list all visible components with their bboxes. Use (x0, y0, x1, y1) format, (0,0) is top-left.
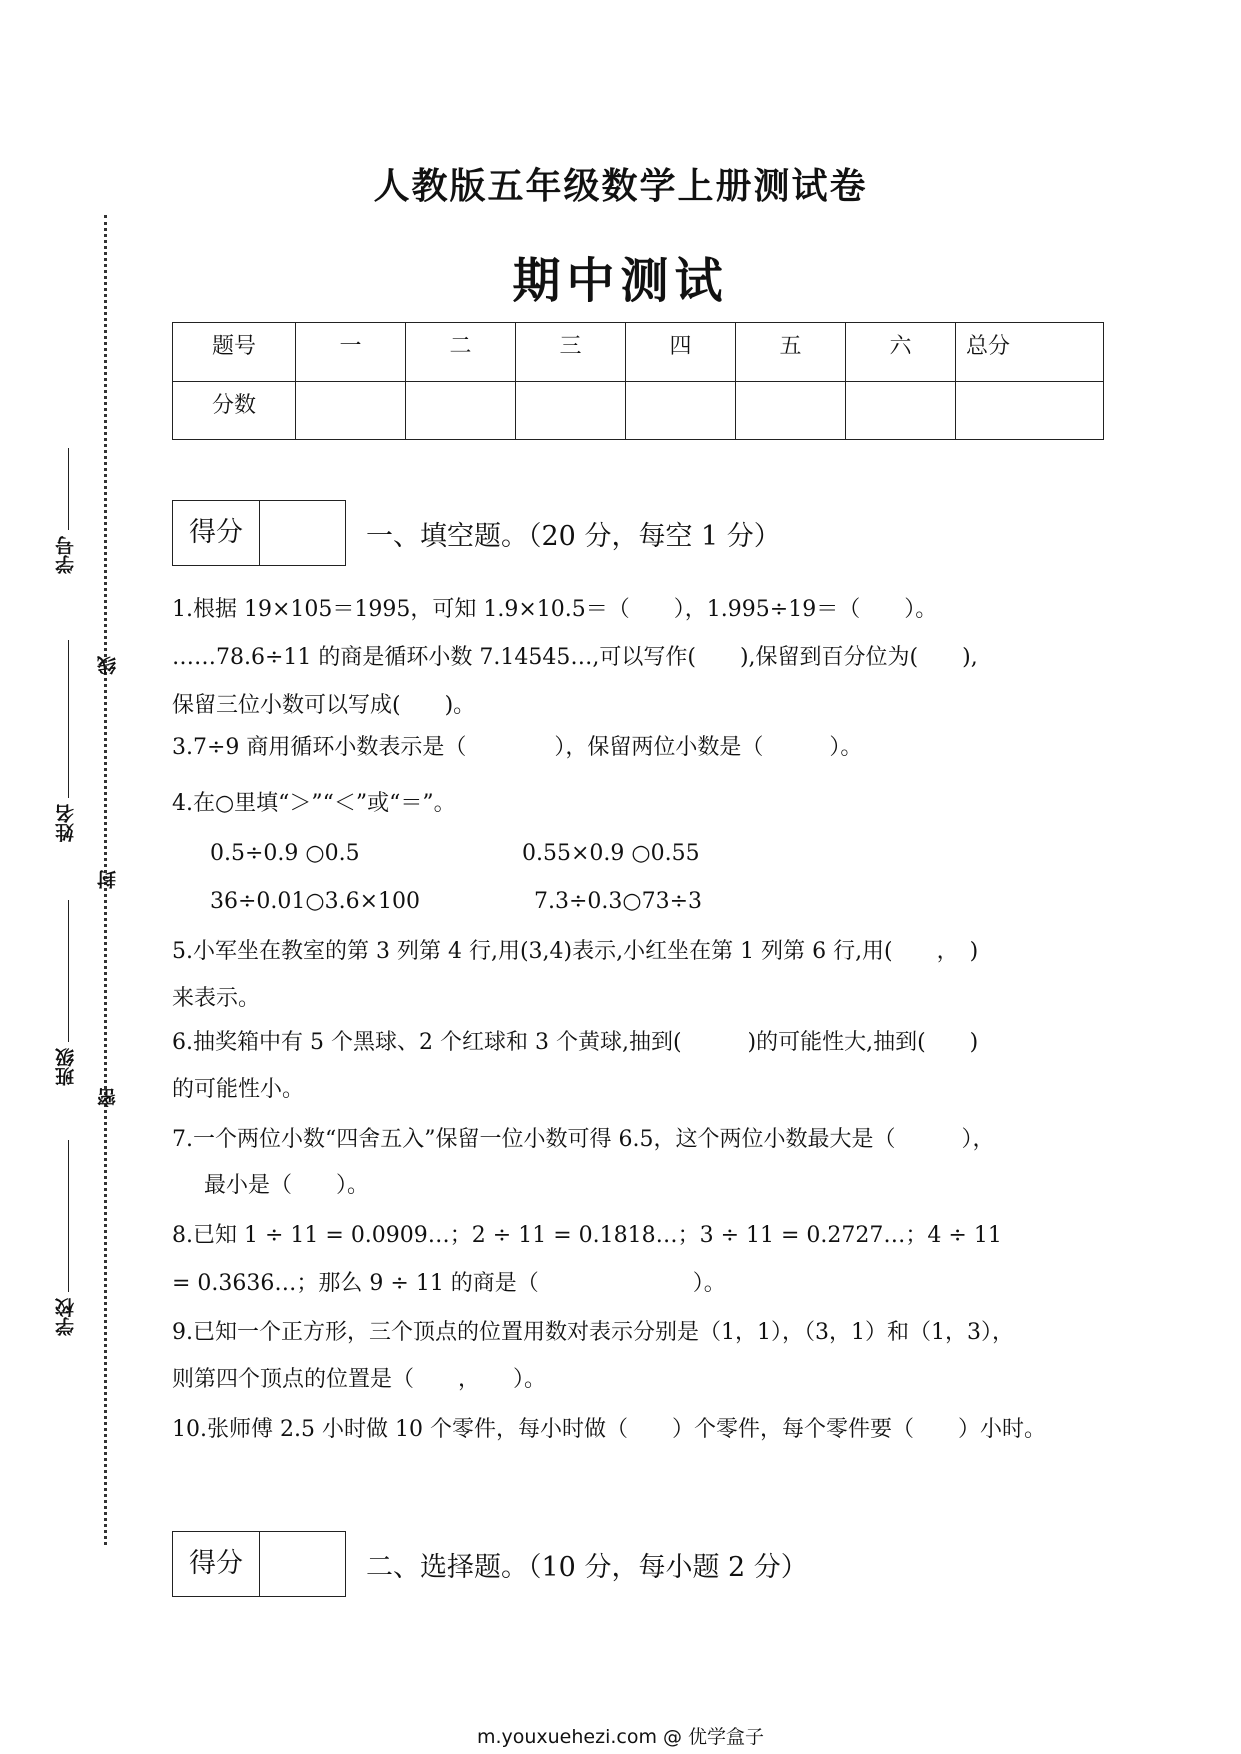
section1-heading: 一、填空题。（20 分，每空 1 分） (366, 521, 781, 552)
compare-item: 7.3÷0.3○73÷3 (534, 889, 703, 914)
score-cell[interactable] (296, 381, 406, 440)
school-field[interactable] (46, 1140, 86, 1340)
score-cell[interactable] (846, 381, 956, 440)
question-line: = 0.3636…；那么 9 ÷ 11 的商是（ ）。 (172, 1271, 726, 1296)
question-line: 8.已知 1 ÷ 11 = 0.0909…；2 ÷ 11 = 0.1818…；3 ÷ 11 = 0.2727…；4 ÷ 11 (172, 1223, 1002, 1248)
score-label: 得分 (173, 1532, 260, 1596)
score-cell[interactable] (956, 381, 1104, 440)
question-line: 7.一个两位小数“四舍五入”保留一位小数可得 6.5，这个两位小数最大是（ ）， (172, 1127, 995, 1152)
class-field[interactable] (46, 900, 86, 1090)
question-line: 则第四个顶点的位置是（ ， ）。 (172, 1367, 547, 1392)
question-line: 1.根据 19×105＝1995，可知 1.9×10.5＝（ ），1.995÷19＝（ ）。 (172, 597, 938, 622)
fill-line (68, 1140, 69, 1292)
score-cell[interactable] (406, 381, 516, 440)
page-subtitle: 期中测试 (512, 253, 729, 309)
section2-heading: 二、选择题。（10 分，每小题 2 分） (366, 1552, 808, 1583)
compare-item: 0.55×0.9 ○0.55 (522, 841, 700, 866)
fill-line (68, 448, 69, 530)
table-cell: 分数 (173, 381, 296, 440)
score-cell[interactable] (516, 381, 626, 440)
section2-score-box (172, 1531, 346, 1597)
section1-score-box (172, 500, 346, 566)
table-cell: 六 (846, 323, 956, 382)
question-line: 3.7÷9 商用循环小数表示是（ ），保留两位小数是（ ）。 (172, 735, 863, 760)
question-line: ……78.6÷11 的商是循环小数 7.14545…,可以写作( ),保留到百分位为( ), (172, 645, 978, 670)
field-label: 学号 (55, 536, 77, 574)
fill-line (68, 640, 69, 798)
table-cell: 总分 (956, 323, 1104, 382)
student-id-field[interactable] (46, 448, 86, 578)
seal-mark-secret: 密 (97, 1088, 119, 1107)
table-cell: 三 (516, 323, 626, 382)
field-label: 姓名 (55, 804, 77, 842)
seal-mark-seal: 封 (97, 870, 119, 889)
table-cell: 五 (736, 323, 846, 382)
score-table (172, 322, 1104, 440)
score-label: 得分 (173, 501, 260, 565)
table-cell: 题号 (173, 323, 296, 382)
score-table-score-row (173, 381, 1104, 440)
table-cell: 二 (406, 323, 516, 382)
question-line: 9.已知一个正方形，三个顶点的位置用数对表示分别是（1，1），（3，1）和（1，3）， (172, 1320, 1014, 1345)
question-line: 保留三位小数可以写成( )。 (172, 693, 476, 718)
question-line: 5.小军坐在教室的第 3 列第 4 行,用(3,4)表示,小红坐在第 1 列第 6 行,用( ， ) (172, 939, 979, 964)
question-line: 10.张师傅 2.5 小时做 10 个零件，每小时做（ ）个零件，每个零件要（ ）小时。 (172, 1417, 1046, 1442)
score-cell[interactable] (736, 381, 846, 440)
student-name-field[interactable] (46, 640, 86, 850)
table-cell: 四 (626, 323, 736, 382)
question-line: 来表示。 (172, 986, 261, 1011)
field-label: 班级 (55, 1048, 77, 1086)
question-line: 最小是（ ）。 (204, 1173, 370, 1198)
score-table-header-row (173, 323, 1104, 382)
field-label: 学校 (55, 1298, 77, 1336)
question-line: 4.在○里填“＞”“＜”或“＝”。 (172, 791, 456, 816)
question-line: 的可能性小。 (172, 1077, 305, 1102)
footer-watermark: m.youxuehezi.com @ 优学盒子 (476, 1726, 765, 1748)
table-cell: 一 (296, 323, 406, 382)
seal-mark-line: 线 (97, 656, 119, 675)
page-title: 人教版五年级数学上册测试卷 (373, 165, 868, 207)
compare-item: 36÷0.01○3.6×100 (210, 889, 421, 914)
question-line: 6.抽奖箱中有 5 个黑球、2 个红球和 3 个黄球,抽到( )的可能性大,抽到( ) (172, 1030, 979, 1055)
compare-item: 0.5÷0.9 ○0.5 (210, 841, 360, 866)
fill-line (68, 900, 69, 1042)
score-cell[interactable] (626, 381, 736, 440)
